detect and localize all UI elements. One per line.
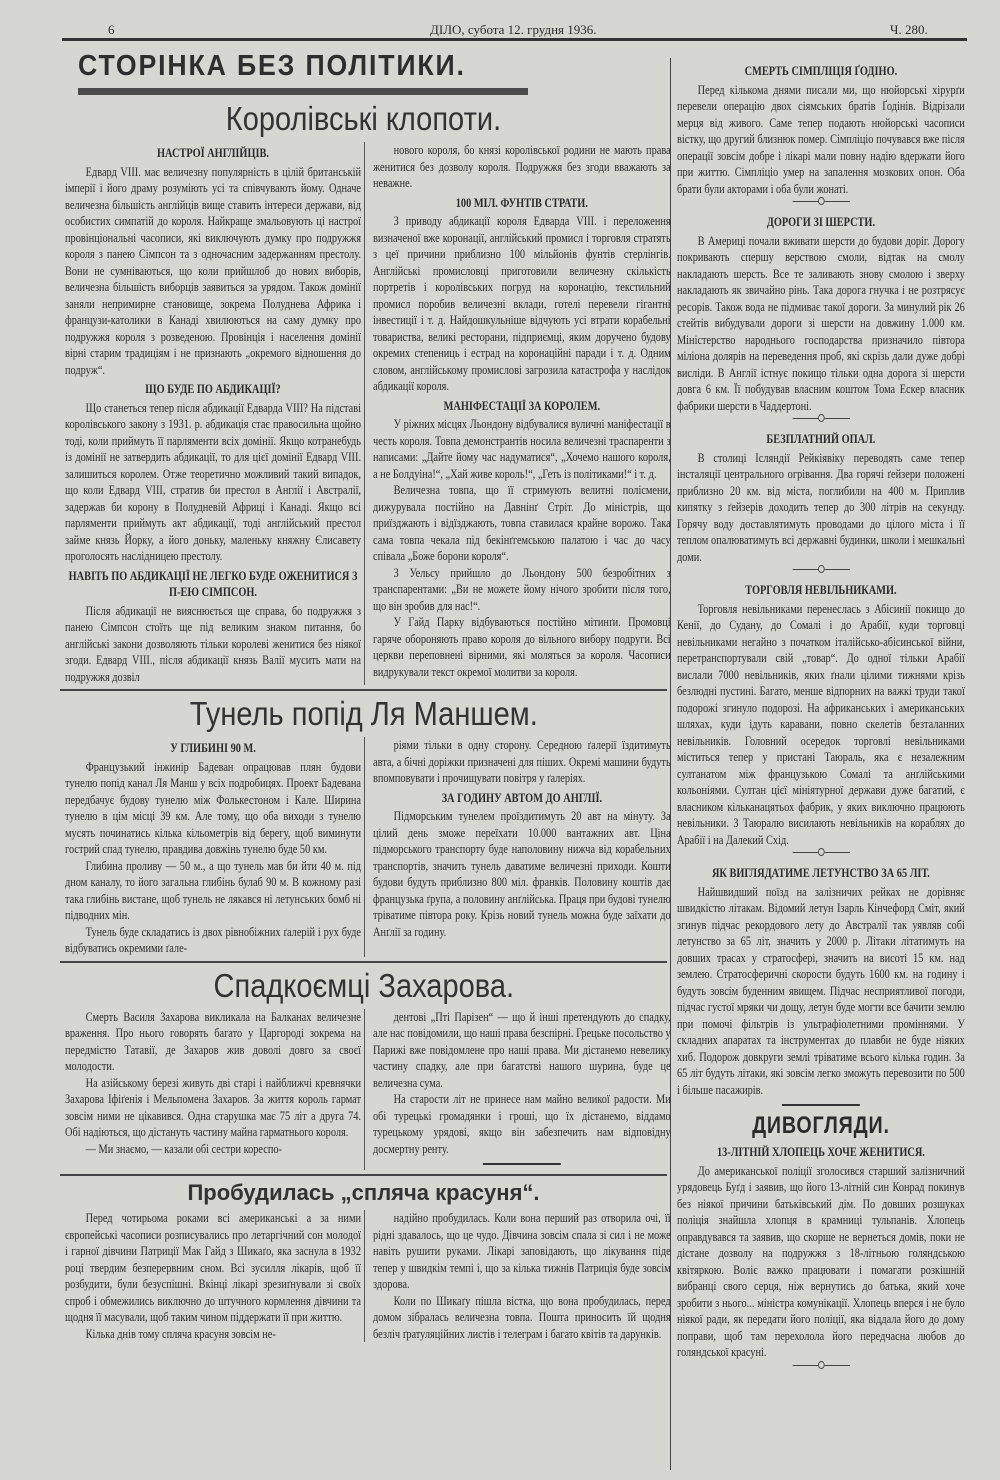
paragraph: На азійському березі живуть дві старі і найближчі кревнячки Захарова Іфіґенія і Мельпомена Захаров. За життя король гармат зовсім ними не цікавився. Одна старушка має 75 літ а друга 74. Обі надіються, що дістануть частину майна гарматнього короля.	[65, 1075, 362, 1139]
paragraph: ріями тільки в одну сторону. Середною ґалерії їздитимуть авта, а бічні доріжки призначені для піших. Окремі машини будуть впомповувати і прочищувати повітря у ґалеріях.	[373, 738, 671, 785]
subheading: ДОРОГИ ЗІ ШЕРСТИ.	[766, 215, 876, 229]
paragraph: Тунель буде складатись із двох рівнобіжних ґалерій і рух буде відбуватись окремими ґале-	[65, 924, 362, 955]
subheading: ЩО БУДЕ ПО АБДИКАЦІЇ?	[145, 382, 281, 396]
masthead-date: ДІЛО, субота 12. грудня 1936.	[430, 22, 597, 37]
paragraph: Величезна товпа, що її стримують велитні полісмени, дижурувала постійно на Давнінґ Стріт. До міністрів, що приїзджають і відїзджають, товпа ставилася крайне ворожо. Така сама товпа чекала під бекінґгемською палатою і час до часу співала „Боже борони короля“.	[373, 483, 671, 563]
subheading: У ГЛИБИНІ 90 М.	[170, 741, 256, 755]
section-rule	[60, 961, 667, 963]
article-title-royal-text: Королівські клопоти.	[225, 100, 502, 137]
article-title-royal	[60, 98, 667, 140]
zakharov-column-1	[65, 1009, 361, 1158]
article-title-sleeping: Пробудилась „спляча красуня“.	[187, 1180, 540, 1205]
subheading: ЗА ГОДИНУ АВТОМ ДО АНГЛІЇ.	[441, 790, 603, 805]
royal-columns	[60, 142, 671, 685]
section-rule	[60, 689, 667, 691]
paragraph: З Уельсу прийшло до Льондону 500 безробітних з транспарентами: „Ви не можете йому нічого зробити після того, що він зробив для нас!“.	[373, 565, 671, 613]
subheading: СМЕРТЬ СІМПЛІЦІЯ ҐОДІНО.	[744, 64, 898, 78]
subheading: ТОРГОВЛЯ НЕВІЛЬНИКАМИ.	[745, 583, 897, 597]
separator	[792, 569, 849, 576]
paragraph: дентові „Пті Парізен“ — що й інші претендують до спадку, але нас повідомили, що наші права безспірні. Грецьке посольство у Парижі вже повідомлене про наші права. Ми дістанемо невелику частину спадку, але при багатстві нашого шурина, буде це величезна сума.	[373, 1009, 671, 1090]
left-area	[60, 98, 671, 1342]
section-rule	[60, 1174, 667, 1176]
royal-column-2-wrap	[364, 142, 671, 685]
paragraph: нового короля, бо князі королівської родини не мають права женитися без дозволу короля. Подружжя без згоди вважають за неважне.	[373, 143, 671, 190]
subheading: ЯК ВИГЛЯДАТИМЕ ЛЕТУНСТВО ЗА 65 ЛІТ.	[711, 866, 930, 880]
paragraph: Торговля невільниками перенеслась з Абісинії покищо до Кенії, до Судану, до Сомалі і до Арабії, куди торговці невільниками негайно з початком італійсько-абісинської війни, перетранспортували свій „товар“. До одної тільки Арабії вислали 7000 невільників, яких ґнали цілими тижнями крізь безлюдні пустині. Багато, менше відпорних на важкі труди такої подорожі згинуло подорозі. На африканських і американських шляхах, куди ідуть каравани, повно скелетів безталанних невільників. Головний осередок торговлі невільниками міститься тепер у пристані Таюраль, яка є незалежним султанатом між французькою Сомалі та анґлійськими кольоніями. Султан цієї мініятурної держави дуже багатий, є власником кільканацятьох фабрик, у яких виключно працюють невільники. З Таюралю висилають невільників на кораблях до Арабії і на Далекий Схід.	[677, 601, 965, 847]
separator	[792, 201, 849, 208]
paragraph: Кілька днів тому спляча красуня зовсім не-	[85, 1326, 276, 1341]
paragraph: Підморським тунелем проїздитимуть 20 авт на мінуту. За цілий день зможе переїхати 10.000 вантажних авт. Ціна підморського транспорту буде наполовину нижча від корабельних транспортів, значить тунель даватиме величезні приходи. Кошти будови будуть приблизно 800 міл. франків. Половину коштів дає французька ґрупа, а половину анґлійська. Праця при будові тунелю тріватиме півтора року. Крізь новий тунель можна буде заїхати до Анґлії за годину.	[373, 809, 671, 939]
paragraph: Що станеться тепер після абдикації Едварда VIII? На підставі королівського закону з 1931. р. абдикація стає правосильна щойно тоді, коли приймуть її парляменти всіх домінії. Якщо котранебудь із домінії не затвердить абдикації, то для цієї домінії Едвард VIII. залишиться королем. Отже теоретично можливий такий випадок, що коли Едвард VIII, стратив би престол в Англії і Австралії, задержав би корону в Полудневій Африці і Канаді. Якщо всі парляменти приймуть акт абдикації, тоді англійський престол займе князь Йорку, а його доньку, маленьку княжну Єлисавету проголосять наслідницею престолу.	[65, 400, 362, 563]
tunnel-column-2-wrap	[364, 737, 671, 957]
paragraph: надійно пробудилась. Коли вона перший раз отворила очі, її рідні здавалось, що це чудо. Дівчина зовсім спала зі сил і не може навіть рушити руками. Лікарі заповідають, що лікування піде тепер у швидкім темпі і, що за кілька тижнів Патриція буде зовсім здорова.	[373, 1211, 671, 1291]
paragraph: Найшвидший поїзд на залізничих рейках не дорівняє швидкістю літакам. Відомий летун Ізарль Кінчефорд Сміт, який згинув підчас рекордового лету до Австралії так уявляв собі летунство за 65 літ, значить у 2000 р. Літаки літатимуть на довших трасах у стратосфері, значить на висоті 15 км. над землею. Стратосферичні скорости будуть 1600 км. на годину і будуть зовсім буденним явищем. Підчас несприятливої погоди, підчас густої мряки чи дощу, летун буде могти все бачити землю при помочі фільтрів із ультрафіолетними проміннями. У складних апаратах та інструментах до плавби не буде ніяких хиб. Подорож довкруги землі тріватиме всього кілька годин. За 65 літ будуть літаки, які зовсім легко зможуть перевозити по 500 і більше пасажирів.	[677, 884, 965, 1097]
paragraph: Після абдикації не вияснюється ще справа, бо подружжя з панею Сімпсон стоїть ще під великим знаком питання, бо англійські закони дозволяють тільки королеві женитися без ніякої згоди. Едвард VIII., після абдикації князь Валії мусить мати на подружжя дозвіл	[65, 603, 362, 684]
paragraph: Смерть Василя Захарова викликала на Балканах величезне враження. Про нього говорять багато у Царгороді зокрема на передмістю Татавії, де Захаров жив доволі довго за своєї молодости.	[65, 1009, 362, 1073]
separator-rule	[782, 1104, 860, 1106]
subheading: 13-ЛІТНІЙ ХЛОПЕЦЬ ХОЧЕ ЖЕНИТИСЯ.	[716, 1145, 925, 1159]
zakharov-column-2	[373, 1009, 671, 1166]
paragraph: Перед чотирьома роками всі американські а за ними європейські часописи розписувались про летаргічний сон молодої і гарної дівчини Патриції Мак Гайд з Шикаґо, яка заснула в 1932 році твердим безперервним сном. Всі зусилля лікарів, щоб її розбудити, були безуспішні. Вкінці лікарі зрезиґнували зі своїх спроб і обмежились виключно до штучного кормлення дівчини та щодня її масували, щоб таким чином піддержати її при життю.	[65, 1211, 362, 1324]
subheading: НАВІТЬ ПО АБДИКАЦІЇ НЕ ЛЕГКО БУДЕ ОЖЕНИТИСЯ З П-ЕЮ СІМПСОН.	[68, 568, 358, 599]
article-title-tunnel-text: Тунель попід Ля Маншем.	[189, 695, 538, 732]
zakharov-columns	[60, 1009, 671, 1171]
paragraph: Перед кількома днями писали ми, що нюйорські хірурґи перевели операцію двох сіямських братів Ґодінів. Відрізали мерця від живого. Саме тепер подають нюйорські часописи вістку, що другий близнюк помер. Сімпліціо почувався вже після операції зовсім добре і лікарі мали повну надію вдержати його при життю. Сімпліціо умер на запалення мозкових опон. Оба брати були акторами і оба були жонаті.	[677, 82, 965, 196]
subheading: НАСТРОЇ АНГЛІЙЦІВ.	[157, 146, 270, 160]
royal-column-2	[373, 142, 671, 680]
header-rule	[62, 38, 967, 41]
tunnel-columns	[60, 737, 671, 957]
tunnel-column-1	[65, 740, 361, 957]
paragraph: Коли по Шикаґу пішла вістка, що вона пробудилась, перед домом зібралась величезна товпа. Пошта приносить їй щодня безліч ґратуляційних листів і телеграм і багато квітів та дарунків.	[373, 1293, 671, 1341]
paragraph: В столиці Ісляндії Рейкіявіку переводять саме тепер інсталяції центрального огрівання. Два горячі ґейзери положені приблизно 20 км. від міста, поглибили на 400 м. Приплив кипятку з ґейзерів доходить тепер до 300 літрів на секунду. Горячу воду доставлятимуть проводами до цілого міста і її теплом опалюватимуть всі державні будинки, школи і мешкальні доми.	[677, 450, 965, 564]
page-number: 6	[108, 22, 115, 37]
article-title-tunnel	[60, 693, 667, 735]
royal-column-1	[65, 145, 361, 685]
paragraph: До американської поліції зголосився старший залізничний урядовець Буґд і заявив, що його 13-літній син Конрад покинув без ніякої причини батьківський дім. По довших розшуках поліція знайшла хлопця в крамниці тульпанів. Хлопець оправдувався та заявив, що скорше не вернеться домів, поки не дістане дозволу на подружжя з 18-літньою голяндською квітяркою. Воліє важко працювати і помагати розкішній вибранці свого серця, ніж вернутись до батька, який хоче зробити з нього... міністра комунікації. Хлопець вперся і не було ніякої ради, як передати його поліції, яка віддала його до дому поправи, щоб там перехолола його передчасна любов до голяндської красуні.	[677, 1163, 965, 1359]
sleeping-column-2-wrap	[364, 1210, 671, 1342]
separator-rule	[483, 1163, 561, 1165]
sleeping-column-1-wrap	[60, 1210, 360, 1342]
separator	[792, 1365, 849, 1372]
article-title-zakharov-text: Спадкоємці Захарова.	[213, 966, 514, 1004]
issue-number: Ч. 280.	[890, 22, 928, 37]
paragraph: Французький інжинір Бадеван опрацював плян будови тунелю попід канал Ля Манш у всіх подробицях. Проект Бадевана передбачує будову тунелю між Фолькестоном і Кале. Ширина тунелю в цім місці 39 км. Але тому, що оба виходи з тунелю мусять починатись кілька кільометрів від берегу, щоб виминути гострий спад тунелю, правдива довжінь тунелю буде 50 км.	[65, 759, 362, 856]
royal-column-1-wrap	[60, 142, 360, 685]
paragraph: Глибина проливу — 50 м., а що тунель мав би йти 40 м. під дном каналу, то його загальна глибінь булаб 90 м. В кожному разі така глибінь вистане, щоб тунель не лякався ні летунських бомб ні підводних мін.	[65, 858, 362, 922]
paragraph: У ріжних місцях Льондону відбувалися вуличні маніфестації в честь короля. Товпа демонстрантів носила величезні траспаренти з написами: „Дайте йому час надуматися“, „Хочемо нашого короля, а не Болдуіна!“, „Хай живе король!“, „Геть із політиками!“ і т. д.	[373, 417, 671, 481]
paragraph: В Америці почали вживати шерсти до будови доріг. Дорогу покривають спершу верствою смоли, відтак на смолу накладають шерсть. Все те заливають знову смолою і зверху накладають як звичайно рінь. Така дорога гнучка і не розтрясує ресорів. Також вода не підмиває такої дороги. За минулий рік 26 стейтів вибудували дороги зі шерсти на довжину 1.000 км. Міністерство народнього господарства призначило півтора міліона долярів на переведення проб, які скрізь дали дуже добрі висліди. В Англії істнує покищо тільки одна дорога зі шерсти довга 6 км. Її побудував власним коштом Тома Ескер власник фабрики шерсти в Чаддертоні.	[677, 233, 965, 413]
paragraph: На старости літ не принесе нам майно великої радости. Ми обі турецькі громадянки і гроші, що їх дістанемо, віддамо турецькому урядові, якщо він забезпечить нам відповідну досмертну ренту.	[373, 1092, 671, 1156]
right-column-wrap	[677, 60, 965, 1378]
rubric-bar	[78, 88, 528, 95]
sleeping-column-2	[373, 1210, 671, 1342]
separator	[792, 418, 849, 425]
subheading: МАНІФЕСТАЦІЇ ЗА КОРОЛЕМ.	[443, 398, 601, 413]
paragraph: Едвард VIII. має величезну популярність в цілій британській імперії і його драму розуміють усі та співчувають йому. Одначе величезна більшість англійців вище ставить інтереси держави, від особистих симпатій до короля. Найкраще змальовують ці настрої провінціональні часописи, які виключують думку про подружжя короля з панею Сімпсон та з одночасним задержанням престолу. Вони не сумніваються, що коли прийшлоб до нових виборів, величезна більшість виборців заявиться за урядом. Також домінії заняли непримирне становище, зокрема Полуднева Африка і французи-католики в Канаді хвилюються на саму думку про подружжя короля з розведеною. Провінція і населення домінії вірні старим традиціям і не признають „окремого відношення до подруж“.	[65, 164, 362, 377]
subheading: БЕЗПЛАТНИЙ ОПАЛ.	[766, 432, 876, 446]
tunnel-column-1-wrap	[60, 737, 360, 957]
right-column	[677, 63, 965, 1372]
tunnel-column-2	[373, 737, 671, 940]
subheading: 100 МІЛ. ФУНТІВ СТРАТИ.	[455, 195, 588, 210]
sleeping-columns	[60, 1210, 671, 1342]
section-rubric: СТОРІНКА БЕЗ ПОЛІТИКИ.	[78, 50, 466, 82]
section-heading: ДИВОГЛЯДИ.	[752, 1112, 890, 1139]
sleeping-column-1	[65, 1210, 361, 1342]
paragraph: — Ми знаємо, — казали обі сестри кореспо-	[85, 1141, 282, 1156]
paragraph: У Гайд Парку відбуваються постійно мітинґи. Промовці гаряче обороняють право короля до вільного вибору подруги. Всі церкви переповнені вірними, які моляться за короля. Часописи видрукували текст окремої молитви за короля.	[373, 615, 671, 679]
zakharov-column-2-wrap	[364, 1009, 671, 1171]
paragraph: З приводу абдикації короля Едварда VIII. і переложення визначеної вже коронації, англійський промисл і торговля стратять з цеї причини приблизно 100 мільйонів фунтів стерлінгів. Англійські промисловці приготовили величезну скількість портретів і королівських погруд на коронацію, текстильний промисл поробив величезні вклади, готелі перевели гігантні інвестиції і т. д. Найдошкульніше відчують усі втрати корабельні товариства, великі ресторани, підприємці, яким доручено будову окремих степениць і естрад на коронаційні паради і т. д. Одним словом, англійському промислові загрозила катастрофа у наслідок абдикації короля.	[373, 214, 671, 393]
zakharov-column-1-wrap	[60, 1009, 360, 1171]
article-title-zakharov	[60, 965, 667, 1007]
separator	[792, 852, 849, 859]
